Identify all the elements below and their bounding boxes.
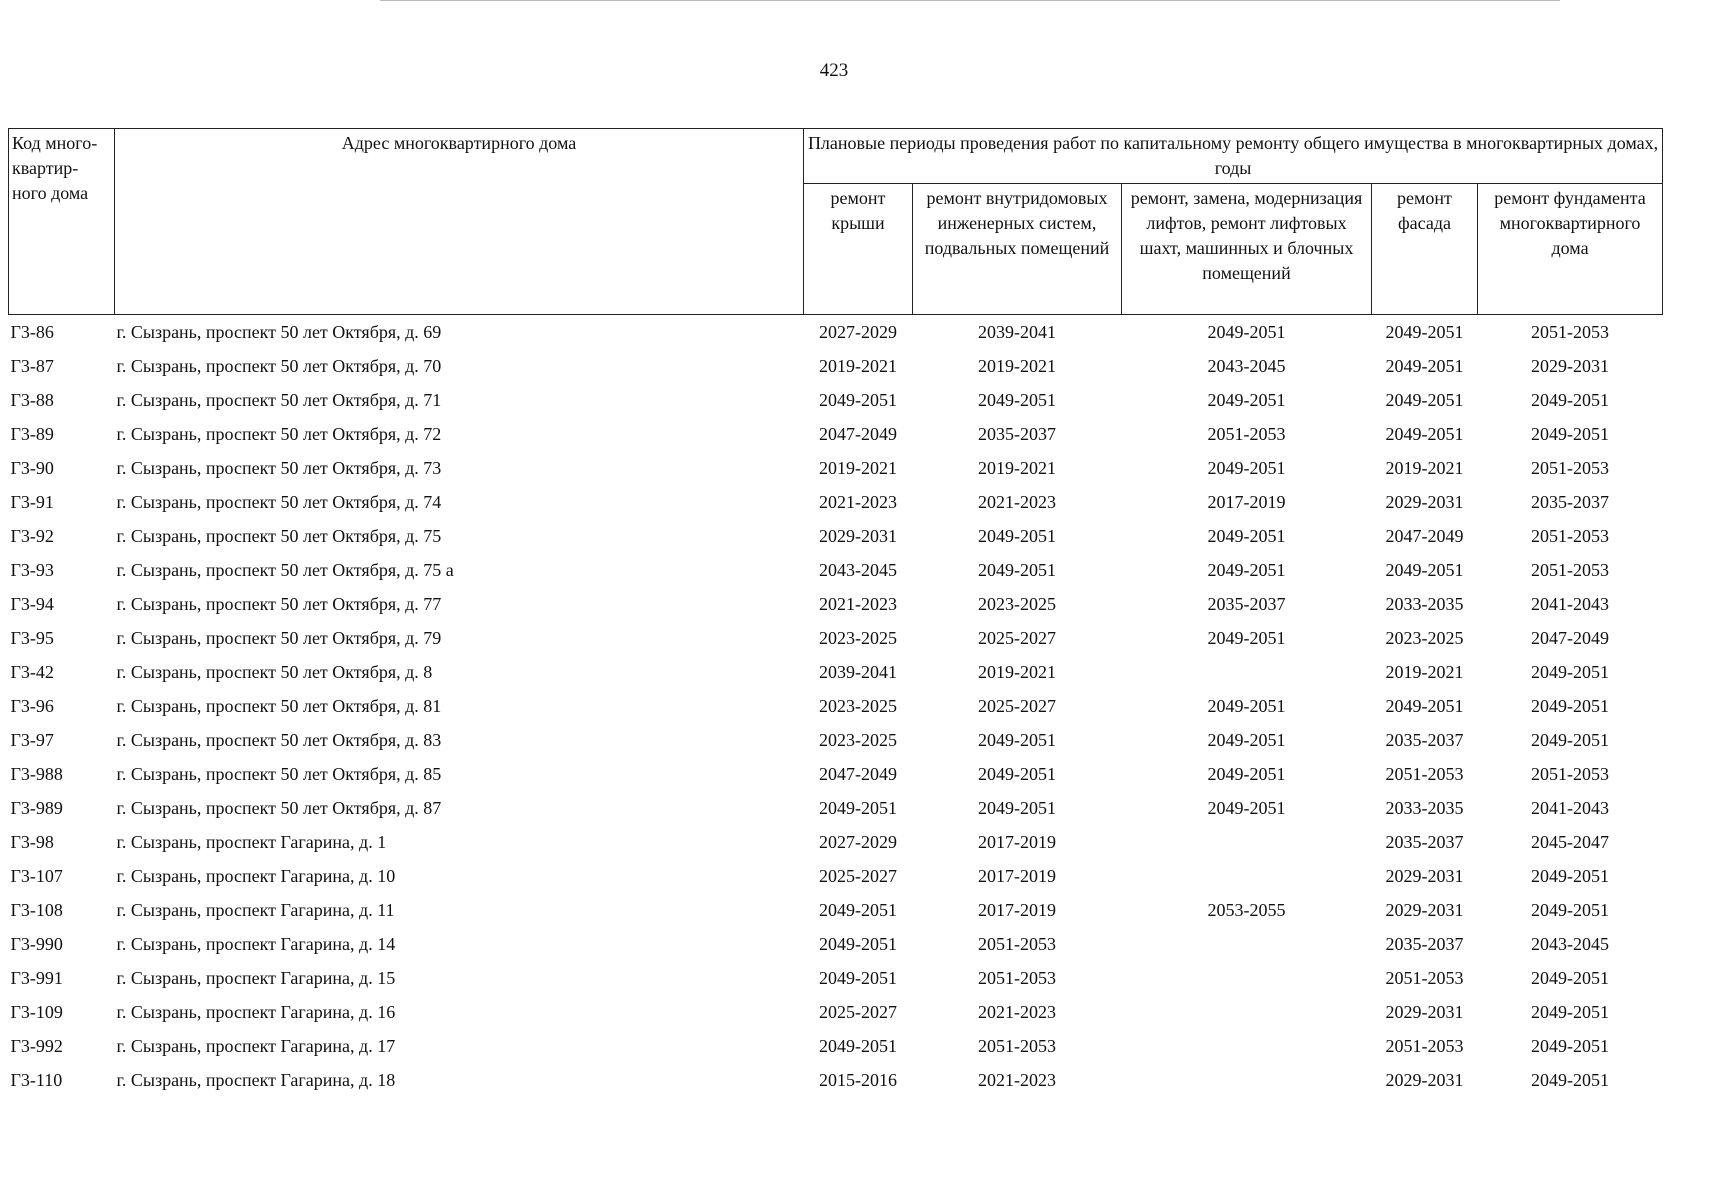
table-body [9,315,1663,1098]
cell-facade: 2051-2053 [1385,763,1464,784]
table-row [9,383,1663,417]
cell-address: г. Сызрань, проспект 50 лет Октября, д. 69 [116,321,442,342]
table-row [9,961,1663,995]
cell-address: г. Сызрань, проспект 50 лет Октября, д. 71 [116,389,442,410]
cell-facade: 2035-2037 [1385,729,1464,750]
cell-roof: 2023-2025 [819,627,897,648]
cell-engineering: 2039-2041 [978,321,1056,342]
cell-roof: 2027-2029 [819,321,897,342]
cell-elevators: 2049-2051 [1207,695,1286,716]
cell-facade: 2033-2035 [1385,593,1464,614]
cell-engineering: 2049-2051 [978,797,1056,818]
cell-facade: 2049-2051 [1385,559,1464,580]
cell-facade: 2049-2051 [1385,321,1464,342]
cell-roof: 2023-2025 [819,695,897,716]
cell-roof: 2049-2051 [819,967,897,988]
cell-facade: 2029-2031 [1385,1069,1464,1090]
cell-foundation: 2049-2051 [1531,661,1610,682]
table-row [9,553,1663,587]
cell-foundation: 2049-2051 [1531,1001,1610,1022]
cell-address: г. Сызрань, проспект Гагарина, д. 18 [116,1069,396,1090]
cell-roof: 2021-2023 [819,593,897,614]
cell-address: г. Сызрань, проспект 50 лет Октября, д. 75 а [116,559,454,580]
cell-code: Г3-93 [10,559,54,580]
cell-foundation: 2049-2051 [1531,389,1610,410]
cell-code: Г3-91 [10,491,54,512]
cell-foundation: 2049-2051 [1531,1069,1610,1090]
cell-engineering: 2021-2023 [978,491,1056,512]
cell-code: Г3-97 [10,729,54,750]
cell-code: Г3-108 [10,899,63,920]
cell-facade: 2051-2053 [1385,1035,1464,1056]
cell-engineering: 2019-2021 [978,457,1056,478]
table-row [9,519,1663,553]
cell-facade: 2029-2031 [1385,899,1464,920]
cell-address: г. Сызрань, проспект Гагарина, д. 1 [116,831,387,852]
cell-engineering: 2049-2051 [978,729,1056,750]
cell-elevators [1122,655,1372,689]
cell-code: Г3-992 [10,1035,63,1056]
header-periods: Плановые периоды проведения работ по капитальному ремонту общего имущества в многоквартирных домах, годы [804,129,1663,184]
cell-facade: 2051-2053 [1385,967,1464,988]
cell-roof: 2025-2027 [819,865,897,886]
cell-engineering: 2021-2023 [978,1001,1056,1022]
cell-engineering: 2017-2019 [978,899,1056,920]
cell-address: г. Сызрань, проспект 50 лет Октября, д. 8 [116,661,433,682]
cell-foundation: 2049-2051 [1531,865,1610,886]
header-code: Код много-квартир-ного дома [9,129,115,315]
cell-engineering: 2019-2021 [978,355,1056,376]
cell-elevators [1122,995,1372,1029]
cell-code: Г3-98 [10,831,54,852]
table-row [9,927,1663,961]
page-number: 423 [819,60,849,81]
cell-code: Г3-89 [10,423,54,444]
cell-address: г. Сызрань, проспект 50 лет Октября, д. 74 [116,491,442,512]
cell-elevators: 2049-2051 [1207,797,1286,818]
cell-foundation: 2051-2053 [1531,457,1610,478]
cell-address: г. Сызрань, проспект 50 лет Октября, д. 72 [116,423,442,444]
cell-roof: 2029-2031 [819,525,897,546]
cell-roof: 2049-2051 [819,933,897,954]
cell-foundation: 2045-2047 [1531,831,1610,852]
cell-address: г. Сызрань, проспект Гагарина, д. 15 [116,967,396,988]
table-row [9,859,1663,893]
cell-roof: 2015-2016 [819,1069,897,1090]
cell-engineering: 2051-2053 [978,933,1056,954]
cell-address: г. Сызрань, проспект 50 лет Октября, д. 77 [116,593,442,614]
table-row [9,791,1663,825]
cell-foundation: 2049-2051 [1531,1035,1610,1056]
table-row [9,621,1663,655]
cell-elevators: 2043-2045 [1207,355,1286,376]
header-foundation: ремонт фундамента многоквартирного дома [1478,184,1663,315]
cell-address: г. Сызрань, проспект 50 лет Октября, д. 73 [116,457,442,478]
cell-elevators: 2051-2053 [1207,423,1286,444]
header-engineering: ремонт внутридомовых инженерных систем, подвальных помещений [913,184,1122,315]
cell-elevators: 2053-2055 [1207,899,1286,920]
cell-foundation: 2051-2053 [1531,763,1610,784]
cell-foundation: 2049-2051 [1531,423,1610,444]
table-row [9,349,1663,383]
cell-elevators: 2049-2051 [1207,525,1286,546]
header-elevators: ремонт, замена, модернизация лифтов, ремонт лифтовых шахт, машинных и блочных помещений [1122,184,1372,315]
cell-elevators [1122,1063,1372,1097]
cell-engineering: 2051-2053 [978,1035,1056,1056]
cell-foundation: 2049-2051 [1531,695,1610,716]
cell-facade: 2049-2051 [1385,695,1464,716]
cell-address: г. Сызрань, проспект Гагарина, д. 11 [116,899,395,920]
cell-code: Г3-988 [10,763,63,784]
header-address: Адрес многоквартирного дома [115,129,804,315]
cell-foundation: 2049-2051 [1531,899,1610,920]
cell-address: г. Сызрань, проспект 50 лет Октября, д. 75 [116,525,442,546]
cell-foundation: 2051-2053 [1531,559,1610,580]
cell-code: Г3-991 [10,967,63,988]
cell-foundation: 2047-2049 [1531,627,1610,648]
cell-roof: 2019-2021 [819,355,897,376]
cell-facade: 2019-2021 [1385,661,1464,682]
cell-foundation: 2035-2037 [1531,491,1610,512]
table-row [9,689,1663,723]
cell-facade: 2029-2031 [1385,491,1464,512]
cell-roof: 2049-2051 [819,797,897,818]
cell-foundation: 2049-2051 [1531,729,1610,750]
cell-elevators: 2049-2051 [1207,457,1286,478]
cell-code: Г3-86 [10,321,54,342]
cell-engineering: 2017-2019 [978,865,1056,886]
cell-elevators: 2049-2051 [1207,321,1286,342]
cell-roof: 2039-2041 [819,661,897,682]
cell-code: Г3-90 [10,457,54,478]
cell-facade: 2029-2031 [1385,1001,1464,1022]
cell-roof: 2027-2029 [819,831,897,852]
table-row [9,893,1663,927]
cell-engineering: 2025-2027 [978,627,1056,648]
cell-engineering: 2049-2051 [978,525,1056,546]
cell-address: г. Сызрань, проспект 50 лет Октября, д. 79 [116,627,442,648]
cell-code: Г3-94 [10,593,54,614]
cell-facade: 2023-2025 [1385,627,1464,648]
table-row [9,417,1663,451]
cell-roof: 2049-2051 [819,389,897,410]
table-row [9,485,1663,519]
cell-code: Г3-42 [10,661,54,682]
cell-address: г. Сызрань, проспект 50 лет Октября, д. 83 [116,729,442,750]
cell-facade: 2029-2031 [1385,865,1464,886]
cell-address: г. Сызрань, проспект 50 лет Октября, д. 85 [116,763,442,784]
cell-foundation: 2049-2051 [1531,967,1610,988]
cell-foundation: 2041-2043 [1531,797,1610,818]
cell-engineering: 2049-2051 [978,389,1056,410]
cell-facade: 2035-2037 [1385,831,1464,852]
cell-elevators: 2049-2051 [1207,389,1286,410]
cell-elevators [1122,825,1372,859]
cell-elevators: 2035-2037 [1207,593,1286,614]
cell-address: г. Сызрань, проспект Гагарина, д. 16 [116,1001,396,1022]
cell-engineering: 2017-2019 [978,831,1056,852]
cell-foundation: 2051-2053 [1531,321,1610,342]
cell-code: Г3-989 [10,797,63,818]
capital-repair-table [8,128,1663,1097]
cell-code: Г3-87 [10,355,54,376]
cell-foundation: 2041-2043 [1531,593,1610,614]
cell-engineering: 2049-2051 [978,559,1056,580]
table-row [9,655,1663,689]
cell-facade: 2033-2035 [1385,797,1464,818]
cell-roof: 2019-2021 [819,457,897,478]
cell-roof: 2023-2025 [819,729,897,750]
cell-roof: 2047-2049 [819,423,897,444]
cell-engineering: 2051-2053 [978,967,1056,988]
cell-foundation: 2029-2031 [1531,355,1610,376]
cell-code: Г3-109 [10,1001,63,1022]
cell-engineering: 2025-2027 [978,695,1056,716]
cell-roof: 2021-2023 [819,491,897,512]
table-row [9,451,1663,485]
cell-roof: 2025-2027 [819,1001,897,1022]
header-roof: ремонт крыши [804,184,913,315]
header-facade: ремонт фасада [1372,184,1478,315]
cell-facade: 2049-2051 [1385,355,1464,376]
cell-roof: 2043-2045 [819,559,897,580]
cell-code: Г3-107 [10,865,63,886]
cell-facade: 2047-2049 [1385,525,1464,546]
cell-elevators: 2049-2051 [1207,627,1286,648]
cell-elevators: 2049-2051 [1207,763,1286,784]
cell-elevators: 2049-2051 [1207,559,1286,580]
cell-address: г. Сызрань, проспект Гагарина, д. 17 [116,1035,396,1056]
table-header [9,129,1663,315]
cell-elevators [1122,859,1372,893]
cell-foundation: 2051-2053 [1531,525,1610,546]
table-row [9,757,1663,791]
table-row [9,1063,1663,1097]
table-row [9,825,1663,859]
cell-address: г. Сызрань, проспект 50 лет Октября, д. 87 [116,797,442,818]
cell-code: Г3-92 [10,525,54,546]
cell-engineering: 2035-2037 [978,423,1056,444]
cell-elevators [1122,961,1372,995]
cell-engineering: 2019-2021 [978,661,1056,682]
table-row [9,1029,1663,1063]
cell-address: г. Сызрань, проспект Гагарина, д. 10 [116,865,396,886]
cell-address: г. Сызрань, проспект Гагарина, д. 14 [116,933,396,954]
cell-elevators: 2049-2051 [1207,729,1286,750]
table-row [9,587,1663,621]
cell-facade: 2035-2037 [1385,933,1464,954]
cell-facade: 2049-2051 [1385,423,1464,444]
table-row [9,723,1663,757]
table-row [9,315,1663,350]
cell-code: Г3-110 [10,1069,63,1090]
cell-engineering: 2049-2051 [978,763,1056,784]
cell-elevators [1122,927,1372,961]
cell-facade: 2049-2051 [1385,389,1464,410]
cell-code: Г3-88 [10,389,54,410]
cell-elevators: 2017-2019 [1207,491,1286,512]
cell-elevators [1122,1029,1372,1063]
cell-engineering: 2021-2023 [978,1069,1056,1090]
cell-engineering: 2023-2025 [978,593,1056,614]
scan-top-rule [380,0,1560,1]
cell-foundation: 2043-2045 [1531,933,1610,954]
cell-roof: 2049-2051 [819,1035,897,1056]
cell-facade: 2019-2021 [1385,457,1464,478]
cell-address: г. Сызрань, проспект 50 лет Октября, д. 70 [116,355,442,376]
cell-code: Г3-990 [10,933,63,954]
cell-code: Г3-95 [10,627,54,648]
cell-code: Г3-96 [10,695,54,716]
table-row [9,995,1663,1029]
cell-roof: 2047-2049 [819,763,897,784]
cell-roof: 2049-2051 [819,899,897,920]
cell-address: г. Сызрань, проспект 50 лет Октября, д. 81 [116,695,442,716]
